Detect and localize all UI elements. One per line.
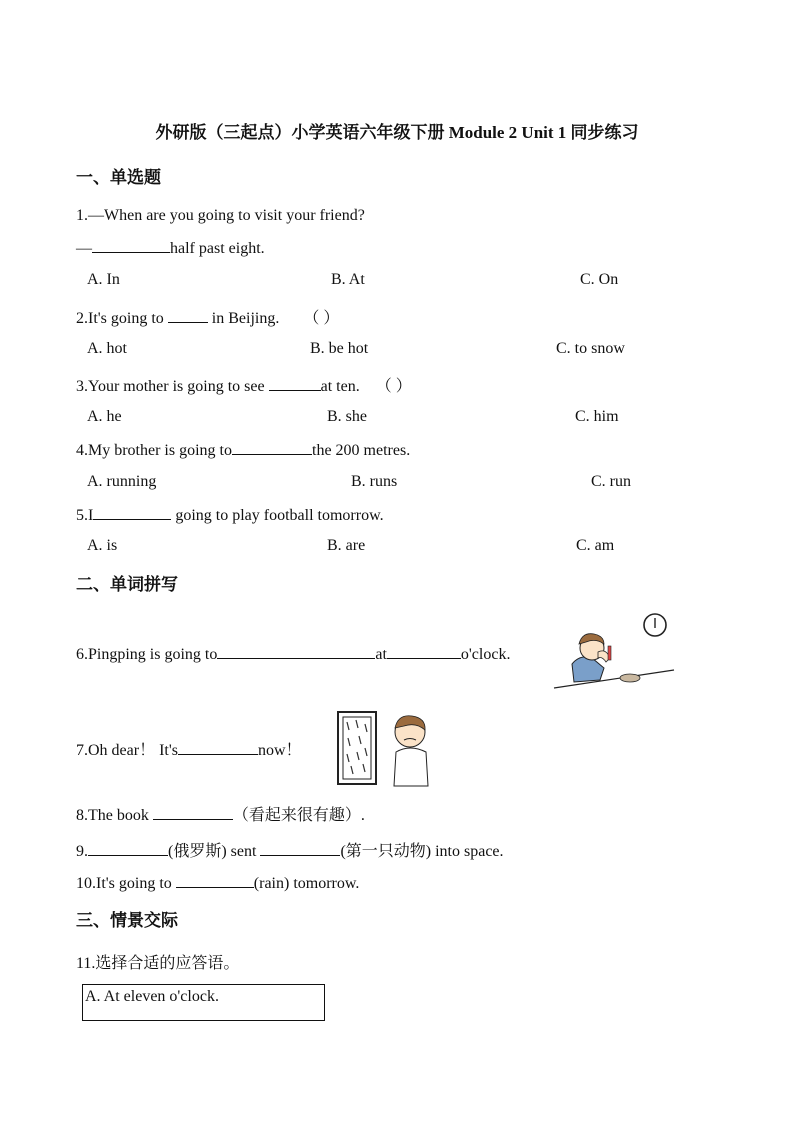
question-4-option-a[interactable]: A. running: [87, 473, 157, 490]
question-4: [76, 440, 410, 460]
answer-blank[interactable]: [168, 308, 208, 323]
question-1-line-1: 1.—When are you going to visit your friend?: [76, 207, 365, 224]
answer-paren[interactable]: （ ）: [303, 310, 340, 327]
question-5-option-b[interactable]: B. are: [327, 537, 366, 554]
question-2-suffix: in Beijing.: [207, 310, 280, 327]
answer-blank[interactable]: [269, 376, 321, 391]
dash: —: [76, 240, 92, 257]
question-2-option-c[interactable]: C. to snow: [556, 340, 625, 357]
answer-blank[interactable]: [153, 805, 233, 820]
question-3-option-c[interactable]: C. him: [575, 408, 619, 425]
answer-blank[interactable]: [178, 740, 258, 755]
question-1-option-b[interactable]: B. At: [331, 271, 365, 288]
question-2-prefix: 2.It's going to: [76, 310, 168, 327]
question-3-prefix: 3.Your mother is going to see: [76, 378, 269, 395]
question-11-prompt: 11.选择合适的应答语。: [76, 955, 240, 972]
question-7-prefix: 7.Oh dear！ It's: [76, 742, 178, 759]
section-heading-situational-dialogue: 三、情景交际: [76, 911, 178, 930]
answer-blank[interactable]: [260, 841, 340, 856]
question-7-suffix: now！: [257, 742, 302, 759]
question-2: [76, 305, 339, 328]
answer-blank[interactable]: [176, 873, 254, 888]
answer-blank[interactable]: [387, 644, 461, 659]
question-1-suffix: half past eight.: [170, 240, 265, 257]
question-3-suffix: at ten.: [320, 378, 360, 395]
boy-brushing-teeth-illustration: [552, 608, 678, 694]
question-1-option-a[interactable]: A. In: [87, 271, 120, 288]
question-9-prefix: 9.: [76, 843, 88, 860]
question-9-mid-1: (俄罗斯) sent: [168, 843, 261, 860]
page-title: 外研版（三起点）小学英语六年级下册 Module 2 Unit 1 同步练习: [155, 123, 639, 142]
question-5-option-c[interactable]: C. am: [576, 537, 615, 554]
question-7: [76, 737, 302, 760]
answer-box[interactable]: [82, 984, 325, 1021]
question-10-prefix: 10.It's going to: [76, 875, 176, 892]
question-10-suffix: (rain) tomorrow.: [253, 875, 360, 892]
question-2-option-b[interactable]: B. be hot: [310, 340, 369, 357]
question-8: [76, 802, 365, 825]
question-3: [76, 373, 412, 396]
question-5-suffix: going to play football tomorrow.: [171, 507, 384, 524]
answer-blank[interactable]: [217, 644, 375, 659]
question-9-mid-2: (第一只动物) into space.: [340, 843, 504, 860]
question-1-option-c[interactable]: C. On: [580, 271, 619, 288]
question-5-option-a[interactable]: A. is: [87, 537, 118, 554]
question-4-suffix: the 200 metres.: [312, 442, 411, 459]
answer-paren[interactable]: （ ）: [375, 378, 412, 395]
section-heading-word-spelling: 二、单词拼写: [76, 575, 178, 594]
question-8-suffix: （看起来很有趣）.: [232, 807, 365, 824]
question-8-prefix: 8.The book: [76, 807, 153, 824]
question-4-option-c[interactable]: C. run: [591, 473, 631, 490]
question-5: [76, 505, 384, 525]
question-6: [76, 644, 510, 664]
question-4-prefix: 4.My brother is going to: [76, 442, 232, 459]
question-6-prefix: 6.Pingping is going to: [76, 646, 218, 663]
question-4-option-b[interactable]: B. runs: [351, 473, 398, 490]
question-10: [76, 873, 359, 893]
section-heading-single-choice: 一、单选题: [76, 168, 161, 187]
answer-blank[interactable]: [92, 238, 170, 253]
question-6-mid: at: [375, 646, 387, 663]
question-3-option-b[interactable]: B. she: [327, 408, 367, 425]
answer-box-text: A. At eleven o'clock.: [85, 988, 219, 1005]
question-2-option-a[interactable]: A. hot: [87, 340, 127, 357]
answer-blank[interactable]: [232, 440, 312, 455]
answer-blank[interactable]: [93, 505, 171, 520]
question-3-option-a[interactable]: A. he: [87, 408, 122, 425]
question-1-line-2: [76, 238, 265, 258]
answer-blank[interactable]: [88, 841, 168, 856]
question-6-suffix: o'clock.: [460, 646, 511, 663]
rainy-window-illustration: [334, 708, 440, 788]
question-5-prefix: 5.I: [76, 507, 94, 524]
question-9: [76, 838, 504, 861]
